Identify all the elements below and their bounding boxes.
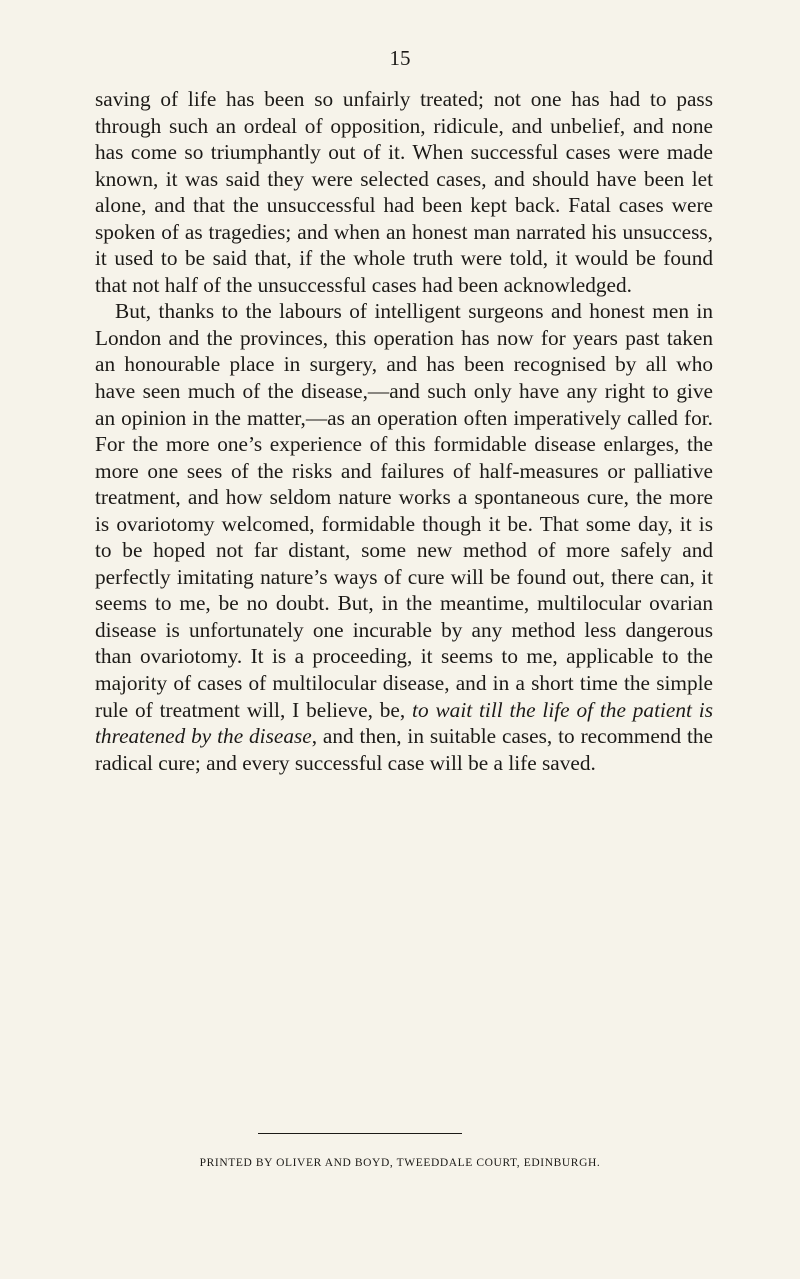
printer-imprint: PRINTED BY OLIVER AND BOYD, TWEEDDALE COURT, EDINBURGH. [199, 1157, 601, 1169]
paragraph-2-italic-phrase: to wait till the life of the patient is threatened by the disease [95, 697, 713, 749]
paragraph-2-text-start: But, thanks to the labours of intelligent surgeons and honest men in London and the provinces, this operation has now for years past taken an honourable place in surgery, and has been recognised by all who have seen much of the disease,—and such only have any right to give an opinion in the matter,—as an operation often imperatively called for. For the more one’s experience of this formidable disease enlarges, the more one sees of the risks and failures of half-measures or palliative treatment, and how seldom nature works a spontaneous cure, the more is ovariotomy welcomed, formidable though it be. That some day, it is to be hoped not far distant, some new method of more safely and perfectly imitating nature’s ways of cure will be found out, there can, it seems to me, be no doubt. But, in the meantime, multilocular ovarian disease is unfortunately one incurable by any method less dangerous than ovariotomy. It is a proceeding, it seems to me, applicable to the majority of cases of multilocular disease, and in a short time the simple rule of treatment will, I believe, be, [95, 299, 713, 722]
paragraph-2 [95, 298, 713, 776]
paragraph-2-text-end: , and then, in suitable cases, to recommend the radical cure; and every successful case will be a life saved. [95, 724, 713, 775]
footer-rule [258, 1133, 462, 1134]
page-number: 15 [389, 46, 411, 70]
body-text [95, 86, 713, 776]
paragraph-1: saving of life has been so unfairly treated; not one has had to pass through such an ordeal of opposition, ridicule, and unbelief, and none has come so triumphantly out of it. When successful cases were made known, it was said they were selected cases, and should have been let alone, and that the unsuccessful had been kept back. Fatal cases were spoken of as tragedies; and when an honest man narrated his unsuccess, it used to be said that, if the whole truth were told, it would be found that not half of the unsuccessful cases had been acknowledged. [95, 87, 713, 297]
